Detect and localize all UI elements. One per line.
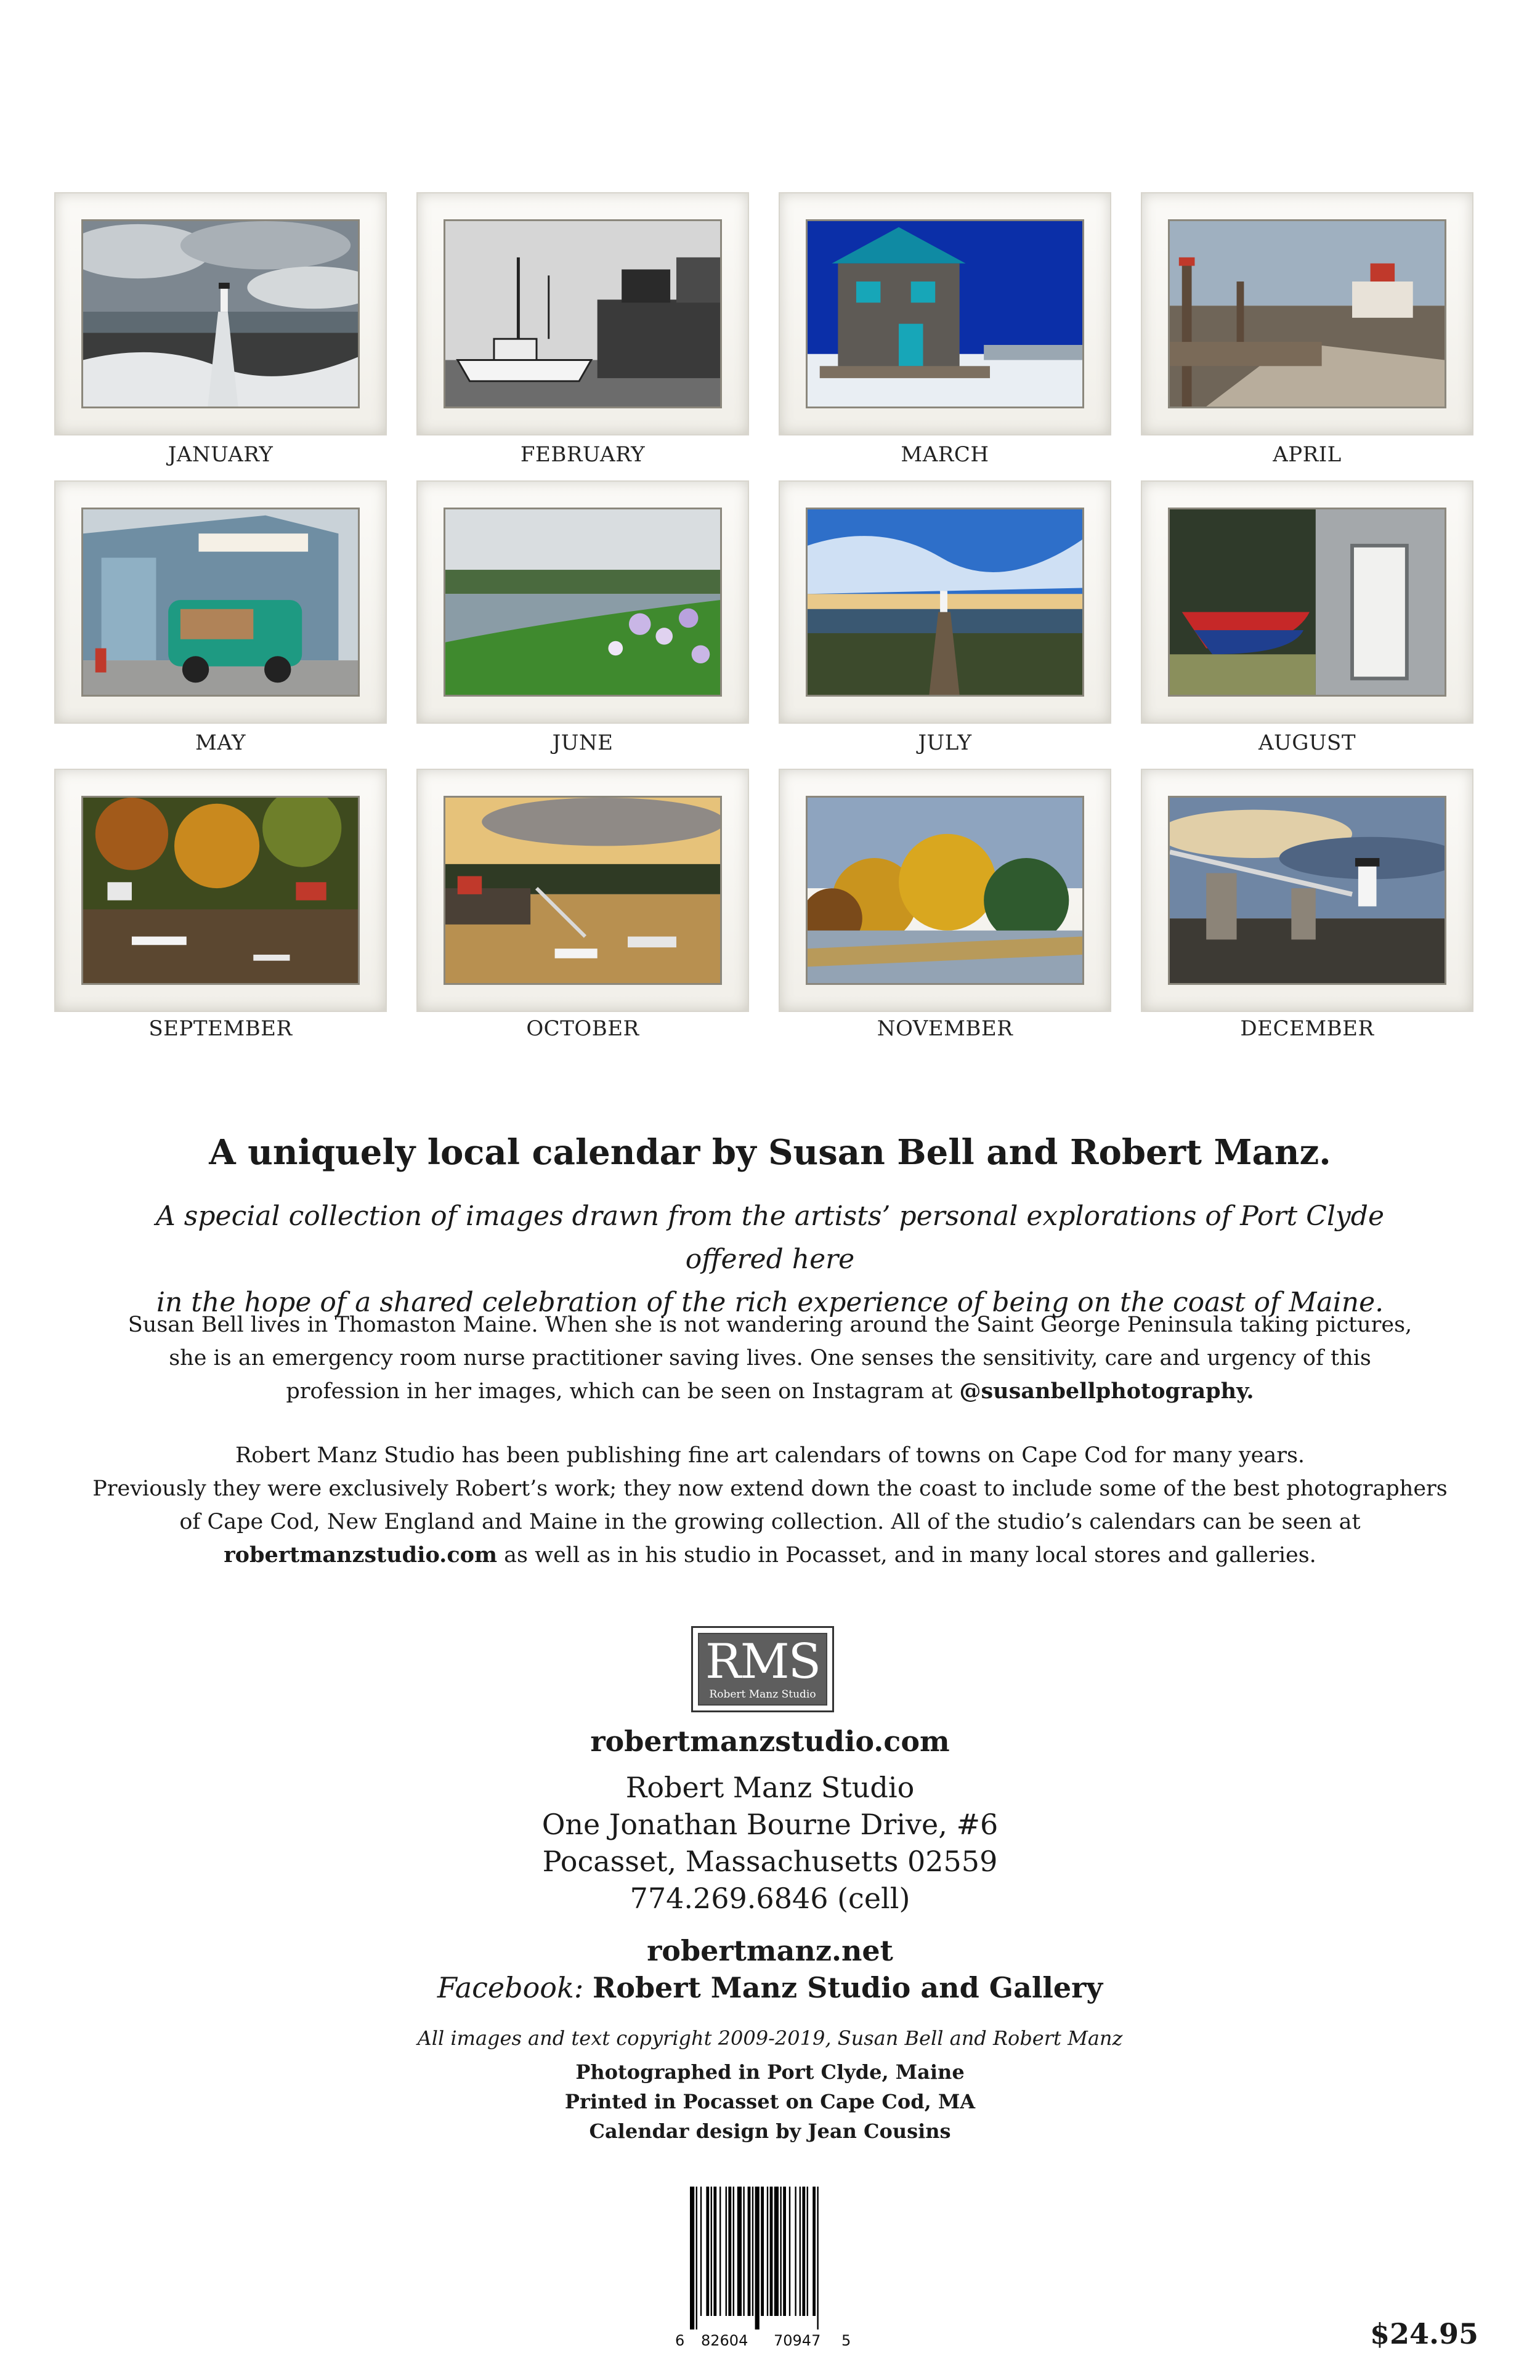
barcode-bar (800, 2187, 801, 2316)
intro-text (123, 1195, 1417, 1324)
barcode-bar (761, 2187, 764, 2316)
credits-block (0, 2057, 1540, 2146)
barcode-bar (780, 2187, 781, 2316)
tile-september (54, 769, 387, 1012)
photo-april (1168, 219, 1446, 408)
bio-susan (92, 1308, 1448, 1408)
bio-line: Susan Bell lives in Thomaston Maine. When she is not wandering around the Saint George Peninsula taking pictures, (128, 1313, 1412, 1337)
barcode-bar (737, 2187, 742, 2316)
barcode-bar (795, 2187, 796, 2316)
photo-november (806, 796, 1084, 985)
credit-photographed: Photographed in Port Clyde, Maine (575, 2060, 965, 2084)
barcode-bar (748, 2187, 751, 2316)
month-label-may: MAY (195, 731, 246, 755)
tile-may (54, 480, 387, 724)
intro-line: A special collection of images drawn from the artists’ personal explorations of Port Clyde offered here (156, 1200, 1384, 1275)
barcode-bar (719, 2187, 721, 2316)
credit-design: Calendar design by Jean Cousins (589, 2119, 951, 2143)
photo-july (806, 508, 1084, 697)
barcode-digits-left: 82604 (701, 2332, 748, 2349)
photo-september (81, 796, 360, 985)
photo-may (81, 508, 360, 697)
tile-january (54, 192, 387, 435)
photo-march (806, 219, 1084, 408)
instagram-handle[interactable]: @susanbellphotography. (959, 1378, 1254, 1404)
facebook-line (0, 1971, 1540, 2004)
month-label-january: JANUARY (168, 442, 274, 467)
barcode-bar (728, 2187, 731, 2316)
barcode-bar (696, 2187, 697, 2329)
tile-december (1141, 769, 1473, 1012)
phone-number: 774.269.6846 (cell) (630, 1882, 910, 1915)
logo-panel (698, 1633, 827, 1706)
bio-line: of Cape Cod, New England and Maine in the growing collection. All of the studio’s calendars can be seen at (179, 1510, 1361, 1534)
barcode-bar (789, 2187, 790, 2316)
tile-february (416, 192, 749, 435)
month-label-november: NOVEMBER (877, 1016, 1013, 1041)
studio-link[interactable]: robertmanzstudio.com (224, 1542, 498, 1568)
website-link[interactable]: robertmanzstudio.com (590, 1725, 950, 1758)
facebook-page-link[interactable]: Robert Manz Studio and Gallery (592, 1971, 1103, 2004)
logo-subtitle: Robert Manz Studio (709, 1688, 816, 1701)
barcode (675, 2187, 854, 2347)
headline: A uniquely local calendar by Susan Bell and Robert Manz. (209, 1132, 1331, 1173)
barcode-digit-check: 5 (841, 2332, 851, 2349)
month-label-march: MARCH (901, 442, 989, 467)
copyright-notice: All images and text copyright 2009-2019, Susan Bell and Robert Manz (417, 2026, 1123, 2050)
photo-january (81, 219, 360, 408)
barcode-bar (752, 2187, 753, 2316)
month-label-june: JUNE (552, 731, 614, 755)
barcode-bar (743, 2187, 744, 2316)
month-label-august: AUGUST (1258, 731, 1356, 755)
studio-name: Robert Manz Studio (625, 1771, 915, 1804)
photo-december (1168, 796, 1446, 985)
barcode-bar (817, 2187, 818, 2329)
barcode-bar (813, 2187, 816, 2316)
barcode-bar (733, 2187, 734, 2316)
barcode-bar (713, 2187, 716, 2316)
photo-february (444, 219, 722, 408)
barcode-bar (700, 2187, 702, 2316)
website2-link[interactable]: robertmanz.net (647, 1934, 893, 1967)
bio-line: Previously they were exclusively Robert’s work; they now extend down the coast to include some of the best photographers (92, 1476, 1448, 1501)
barcode-digits-right: 70947 (774, 2332, 821, 2349)
tile-march (779, 192, 1111, 435)
barcode-bar (706, 2187, 709, 2316)
city-address: Pocasset, Massachusetts 02559 (542, 1845, 998, 1878)
bio-line (92, 1375, 1448, 1408)
facebook-label: Facebook: (437, 1971, 584, 2004)
tile-april (1141, 192, 1473, 435)
bio-line: Robert Manz Studio has been publishing fine art calendars of towns on Cape Cod for many years. (235, 1443, 1305, 1468)
month-label-december: DECEMBER (1240, 1016, 1374, 1041)
bio-studio (92, 1439, 1448, 1572)
barcode-bar (755, 2187, 760, 2329)
barcode-bar (726, 2187, 727, 2316)
barcode-bar (711, 2187, 712, 2316)
barcode-bar (770, 2187, 773, 2316)
photo-october (444, 796, 722, 985)
month-label-july: JULY (918, 731, 972, 755)
photo-august (1168, 508, 1446, 697)
month-label-february: FEBRUARY (520, 442, 646, 467)
month-label-september: SEPTEMBER (148, 1016, 293, 1041)
price: $24.95 (1369, 2317, 1478, 2350)
bio-text: profession in her images, which can be seen on Instagram at (286, 1379, 960, 1404)
tile-july (779, 480, 1111, 724)
street-address: One Jonathan Bourne Drive, #6 (541, 1808, 999, 1841)
barcode-digit-lead: 6 (675, 2332, 685, 2349)
barcode-bar (774, 2187, 779, 2316)
barcode-bar (807, 2187, 808, 2316)
month-label-april: APRIL (1273, 442, 1342, 467)
logo-mark: RMS (705, 1634, 821, 1690)
tile-october (416, 769, 749, 1012)
bio-text: as well as in his studio in Pocasset, and in many local stores and galleries. (497, 1543, 1316, 1568)
barcode-bar (767, 2187, 768, 2316)
barcode-bar (802, 2187, 805, 2316)
studio-address (0, 1769, 1540, 1917)
month-label-october: OCTOBER (526, 1016, 639, 1041)
credit-printed: Printed in Pocasset on Cape Cod, MA (564, 2090, 976, 2113)
tile-june (416, 480, 749, 724)
bio-line (92, 1539, 1448, 1572)
rms-logo (691, 1626, 834, 1712)
barcode-bars (675, 2187, 854, 2329)
tile-november (779, 769, 1111, 1012)
photo-grid (0, 0, 1540, 1059)
bio-line: she is an emergency room nurse practitioner saving lives. One senses the sensitivity, care and urgency of this (169, 1346, 1371, 1370)
intro-line: in the hope of a shared celebration of the rich experience of being on the coast of Maine. (156, 1287, 1384, 1318)
barcode-bar (783, 2187, 786, 2316)
barcode-bar (690, 2187, 694, 2329)
photo-june (444, 508, 722, 697)
tile-august (1141, 480, 1473, 724)
